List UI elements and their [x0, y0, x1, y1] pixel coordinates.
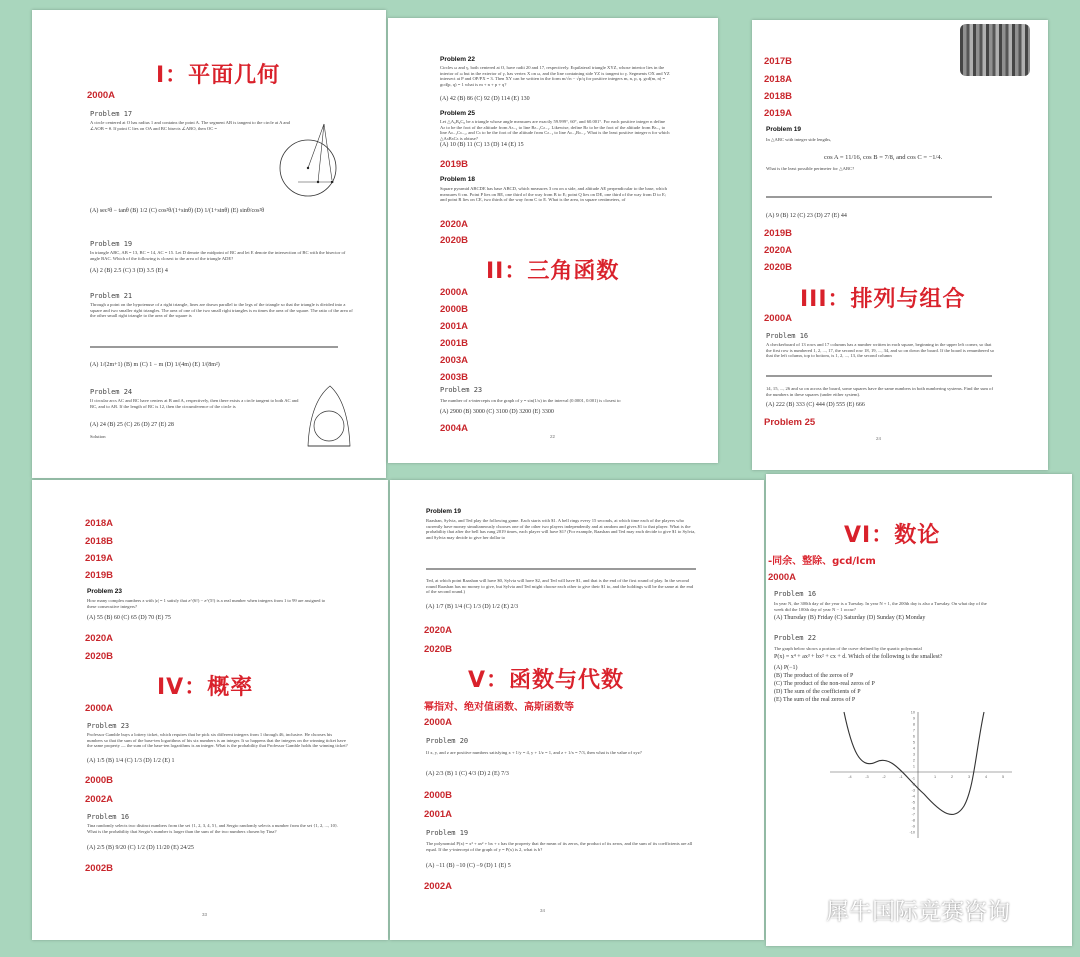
- problem-text: The graph below shows a portion of the curve defined by the quartic polynomial: [774, 646, 922, 651]
- watermark-text: 犀牛国际竞赛咨询: [826, 899, 1010, 925]
- y-tick-label: -9: [911, 824, 915, 829]
- year-label: 2018A: [85, 518, 113, 529]
- blurred-avatar: [960, 24, 1030, 76]
- wechat-icon: [784, 892, 820, 922]
- x-tick-label: -3: [865, 775, 869, 779]
- solution-label: Solution: [90, 434, 106, 439]
- problem-label: Problem 23: [440, 386, 483, 394]
- problem-label: Problem 23: [87, 722, 130, 730]
- choice-e: (E) The sum of the real zeros of P: [774, 697, 856, 703]
- year-label: 2020A: [440, 219, 468, 230]
- y-tick-label: -10: [909, 830, 915, 835]
- quartic-graph: [826, 710, 1016, 840]
- y-tick-label: -5: [911, 800, 915, 805]
- problem-label: Problem 25: [440, 110, 476, 117]
- year-label: 2000A: [764, 313, 792, 324]
- year-label: 2003B: [440, 372, 468, 383]
- year-label: 2018B: [85, 536, 113, 547]
- x-tick-label: 4: [984, 775, 988, 779]
- year-label: 2001A: [440, 321, 468, 332]
- year-label: 2000B: [85, 775, 113, 786]
- answer-choices: (A) sec²θ − tanθ (B) 1/2 (C) cos²θ/(1+sinθ) (D) 1/(1+sinθ) (E) sinθ/cos²θ: [90, 208, 265, 214]
- page-number: 24: [876, 436, 882, 441]
- section-title-plane-geometry: I：平面几何: [156, 63, 281, 88]
- problem-label: Problem 16: [87, 813, 130, 821]
- y-tick-label: 10: [910, 710, 915, 715]
- problem-label: Problem 17: [90, 110, 133, 118]
- y-tick-label: -8: [911, 818, 915, 823]
- page-number: 33: [202, 912, 208, 917]
- problem-formula: cos A = 11/16, cos B = 7/8, and cos C = −1/4.: [824, 154, 943, 161]
- problem-text-continued: Ted, at which point Raashan will have $0, Sylvia will have $2, and Ted will have $1, and that is the end of the first round of play. In the second round Raashan has no money to give, but Sylvia and Ted might choose each other to give their $1 to, and the holdings will be the same at the end of the second round.): [426, 578, 694, 595]
- page-divider: [90, 346, 338, 348]
- answer-choices: (A) 1/5 (B) 1/4 (C) 1/3 (D) 1/2 (E) 1: [87, 758, 175, 764]
- y-tick-labels: [910, 711, 916, 835]
- y-tick-label: -7: [911, 812, 915, 817]
- x-tick-label: -4: [848, 775, 852, 779]
- year-label: 2002B: [85, 863, 113, 874]
- year-label: 2000A: [85, 703, 113, 714]
- answer-choices: (A) 2/5 (B) 9/20 (C) 1/2 (D) 11/20 (E) 24/25: [87, 845, 194, 851]
- problem-label: Problem 16: [766, 332, 809, 340]
- y-tick-label: 7: [912, 728, 915, 733]
- choice-d: (D) The sum of the coefficients of P: [774, 689, 861, 695]
- page-combinatorics: [752, 20, 1048, 470]
- problem-label: Problem 23: [87, 588, 123, 595]
- problem-text: If circular arcs AC and BC have centers at B and A, respectively, then there exists a circle tangent to both AC and BC, and to AB. If the length of BC is 12, then the circumference of the circle is: [90, 398, 299, 409]
- problem-label: Problem 18: [440, 176, 476, 183]
- section-title-combinatorics: III：排列与组合: [800, 287, 966, 312]
- page-functions-algebra: [390, 480, 764, 940]
- problem-text: Raashan, Sylvia, and Ted play the following game. Each starts with $1. A bell rings every 15 seconds, at which time each of the players who currently have money simultaneously chooses one of the other two players independently and at random and gives $1 to that player. What is the probability that after the bell has rung 2019 times, each player will have $1? (For example, Raashan and Ted may each decide to give $1 to Sylvia, and Sylvia may decide to give her dollar to: [426, 518, 696, 540]
- year-label: 2000A: [87, 90, 115, 101]
- year-label: 2000A: [440, 287, 468, 298]
- section-subtitle: 幂指对、绝对值函数、高斯函数等: [424, 702, 574, 713]
- answer-choices: (A) 2 (B) 2.5 (C) 3 (D) 3.5 (E) 4: [90, 268, 168, 274]
- x-tick-label: 3: [967, 775, 971, 779]
- y-tick-label: -3: [911, 788, 915, 793]
- page-trigonometry: [388, 18, 718, 463]
- year-label: 2002A: [85, 794, 113, 805]
- problem-label: Problem 21: [90, 292, 133, 300]
- problem-text: The number of x-intercepts on the graph of y = sin(1/x) in the interval (0.0001, 0.001) is closest to: [440, 398, 621, 403]
- problem-label: Problem 24: [90, 388, 133, 396]
- problem-text: If x, y, and z are positive numbers satisfying x + 1/y = 4, y + 1/z = 1, and z + 1/x = 7/3, then what is the value of xyz?: [426, 750, 642, 755]
- x-tick-label: 5: [1001, 775, 1005, 779]
- year-label: 2020A: [424, 625, 452, 636]
- problem-text: Through a point on the hypotenuse of a right triangle, lines are drawn parallel to the legs of the triangle so that the triangle is divided into a square and two smaller right triangles. The area of one of the two small right triangles is m times the area of the square. The ratio of the area of the other small right triangle to the area of the square is: [90, 302, 353, 319]
- x-tick-labels: [848, 775, 1004, 779]
- problem-text: How many complex numbers z with |z| = 1 satisfy that z^(6!) − z^(5!) is a real number when integers from 1 to 99 are assigned to these consecutive integers?: [87, 598, 326, 609]
- year-label: 2018A: [764, 74, 792, 85]
- answer-choices: (A) 1/(2m+1) (B) m (C) 1 − m (D) 1/(4m) (E) 1/(8m²): [90, 362, 220, 368]
- y-tick-label: -6: [911, 806, 915, 811]
- year-label: 2020A: [85, 633, 113, 644]
- answer-choices: (A) Thursday (B) Friday (C) Saturday (D) Sunday (E) Monday: [774, 615, 926, 621]
- problem-label: Problem 16: [774, 590, 817, 598]
- year-label: 2001B: [440, 338, 468, 349]
- y-tick-label: 2: [912, 758, 915, 763]
- year-label: 2019B: [85, 570, 113, 581]
- problem-text: In year N, the 300th day of the year is a Tuesday. In year N + 1, the 200th day is also a Tuesday. On what day of the week did the 100th day of year N − 1 occur?: [774, 601, 987, 612]
- page-probability: [32, 480, 388, 940]
- problem-label: Problem 22: [774, 634, 817, 642]
- section-title-number-theory: VI：数论: [844, 523, 941, 548]
- year-label: 2020B: [440, 235, 468, 246]
- y-tick-label: 5: [912, 740, 915, 745]
- year-label: 2000B: [424, 790, 452, 801]
- problem-text: The polynomial P(x) = x³ + ax² + bx + c has the property that the mean of its zeros, the product of its zeros, and the sum of its coefficients are all equal. If the y-intercept of the graph of y = P(x) is 2, what is b?: [426, 841, 693, 852]
- page-divider: [766, 196, 992, 198]
- circle-tangent-figure: [276, 120, 346, 200]
- problem-label: Problem 19: [426, 829, 469, 837]
- problem-label: Problem 19: [426, 508, 462, 515]
- quartic-curve: [844, 712, 984, 815]
- page-plane-geometry: [32, 10, 386, 478]
- page-number: 34: [540, 908, 546, 913]
- problem-formula: P(x) = x⁴ + ax³ + bx² + cx + d. Which of the following is the smallest?: [774, 654, 943, 660]
- problem-text: In triangle ABC, AB = 13, BC = 14, AC = 15. Let D denote the midpoint of BC and let E denote the intersection of BC with the bisector of angle BAC. Which of the following is closest to the area of the triangle ADE?: [90, 250, 346, 261]
- problem-text: Square pyramid ABCDE has base ABCD, which measures 3 cm on a side, and altitude AE perpendicular to the base, which measures 6 cm. Point P lies on BE, one third of the way from B to E; point Q lies on DE, one third of the way from D to E; and point R lies on CE, two thirds of the way from C to E. What is the area, in square centimeters, of: [440, 186, 667, 203]
- problem-text: A circle centered at O has radius 1 and contains the point A. The segment AB is tangent to the circle at A and ∠AOB = θ. If point C lies on OA and BC bisects ∠ABO, then OC =: [90, 120, 290, 131]
- year-label: 2019B: [440, 159, 468, 170]
- x-tick-label: 2: [950, 775, 954, 779]
- answer-choices: (A) 222 (B) 333 (C) 444 (D) 555 (E) 666: [766, 402, 865, 408]
- year-label: 2019A: [764, 108, 792, 119]
- problem-label: Problem 22: [440, 56, 476, 63]
- problem-text: Circles ω and γ, both centered at O, have radii 20 and 17, respectively. Equilateral triangle XYZ, whose interior lies in the interior of ω but in the exterior of γ, has vertex X on ω, and the line containing side YZ is tangent to γ. Segments OX and YZ intersect at P and OP/PX = 3. Then XY can be written in the form m/√n − √p/q for positive integers m, n, p, q. gcd(m, n) = gcd(p, q) = 1 what is m + n + p + q?: [440, 65, 670, 87]
- year-label: 2020B: [764, 262, 792, 273]
- choice-c: (C) The product of the non-real zeros of P: [774, 681, 875, 687]
- page-divider: [426, 568, 696, 570]
- answer-choices: (A) 9 (B) 12 (C) 23 (D) 27 (E) 44: [766, 213, 847, 219]
- problem-text: Tina randomly selects two distinct numbers from the set {1, 2, 3, 4, 5}, and Sergio randomly selects a number from the set {1, 2, ..., 10}. What is the probability that Sergio's number is larger than the sum of the two numbers chosen by Tina?: [87, 823, 339, 834]
- y-tick-label: 1: [912, 764, 915, 769]
- year-label: 2020A: [764, 245, 792, 256]
- tangent-circle-figure: [304, 382, 354, 450]
- choice-a: (A) P(−1): [774, 665, 798, 671]
- answer-choices: (A) 10 (B) 11 (C) 13 (D) 14 (E) 15: [440, 142, 524, 148]
- problem-text: Professor Gamble buys a lottery ticket, which requires that he pick six different integers from 1 through 46, inclusive. He chooses his numbers so that the sum of the base-ten logarithms of his six numbers is an integer. It so happens that the integers on the winning ticket have the same property — the sum of the base-ten logarithms is an integer. What is the probability that Professor Gamble holds the winning ticket?: [87, 732, 348, 749]
- y-tick-label: 4: [912, 746, 915, 751]
- page-number: 22: [550, 434, 556, 439]
- problem-question: What is the least possible perimeter for △ABC?: [766, 166, 855, 171]
- answer-choices: (A) 1/7 (B) 1/4 (C) 1/3 (D) 1/2 (E) 2/3: [426, 604, 519, 610]
- x-tick-label: -1: [899, 775, 903, 779]
- y-tick-label: 8: [912, 722, 915, 727]
- problem-label: Problem 19: [766, 126, 802, 133]
- answer-choices: (A) 42 (B) 86 (C) 92 (D) 114 (E) 130: [440, 96, 530, 102]
- next-problem-label: Problem 25: [764, 417, 816, 428]
- x-tick-label: -2: [882, 775, 886, 779]
- choice-b: (B) The product of the zeros of P: [774, 673, 854, 679]
- answer-choices: (A) 2900 (B) 3000 (C) 3100 (D) 3200 (E) 3300: [440, 409, 554, 415]
- answer-choices: (A) 24 (B) 25 (C) 26 (D) 27 (E) 28: [90, 422, 174, 428]
- year-label: 2019A: [85, 553, 113, 564]
- year-label: 2003A: [440, 355, 468, 366]
- answer-choices: (A) 2/3 (B) 1 (C) 4/3 (D) 2 (E) 7/3: [426, 771, 509, 777]
- y-tick-label: 6: [912, 734, 915, 739]
- section-title-probability: IV：概率: [157, 675, 254, 700]
- x-tick-label: 1: [933, 775, 937, 779]
- section-title-trigonometry: II：三角函数: [486, 259, 620, 284]
- year-label: 2004A: [440, 423, 468, 434]
- year-label: 2019B: [764, 228, 792, 239]
- y-tick-label: 3: [912, 752, 915, 757]
- year-label: 2020B: [85, 651, 113, 662]
- answer-choices: (A) 55 (B) 60 (C) 65 (D) 70 (E) 75: [87, 615, 171, 621]
- problem-label: Problem 19: [90, 240, 133, 248]
- problem-text: A checkerboard of 13 rows and 17 columns has a number written in each square, beginning in the upper left corner, so that the first row is numbered 1, 2, ..., 17, the second row 18, 19, ..., 34, and so on down the board. If the board is renumbered so that the left column, top to bottom, is 1, 2, ..., 13, the second column: [766, 342, 995, 359]
- page-divider: [766, 375, 992, 377]
- year-label: 2018B: [764, 91, 792, 102]
- problem-label: Problem 20: [426, 737, 469, 745]
- y-tick-label: -4: [911, 794, 915, 799]
- year-label: 2020B: [424, 644, 452, 655]
- y-tick-label: -2: [911, 782, 915, 787]
- section-subtitle: -同余、整除、gcd/lcm: [768, 556, 876, 567]
- year-label: 2017B: [764, 56, 792, 67]
- year-label: 2002A: [424, 881, 452, 892]
- year-label: 2000B: [440, 304, 468, 315]
- problem-text: Let △A₀B₀C₀ be a triangle whose angle measures are exactly 59.999°, 60°, and 60.001°. For each positive integer n define Aₙ to be the foot of the altitude from Aₙ₋₁ to line Bₙ₋₁Cₙ₋₁. Likewise, define Bₙ to be the foot of the altitude from Bₙ₋₁ to line Aₙ₋₁Cₙ₋₁, and Cₙ to be the foot of the altitude from Cₙ₋₁ to line Aₙ₋₁Bₙ₋₁. What is the least positive integer n for which △AₙBₙCₙ is obtuse?: [440, 119, 670, 141]
- page-number-theory: [766, 474, 1072, 946]
- y-tick-label: -1: [911, 776, 915, 781]
- problem-continuation: 14, 15, ..., 26 and so on across the board, some squares have the same numbers in both numbering systems. Find the sum of the numbers in these squares (under either system).: [766, 386, 993, 397]
- year-label: 2000A: [768, 572, 796, 583]
- y-tick-label: 9: [912, 716, 915, 721]
- year-label: 2001A: [424, 809, 452, 820]
- year-label: 2000A: [424, 717, 452, 728]
- problem-text: In △ABC with integer side lengths,: [766, 137, 832, 142]
- section-title-functions-algebra: V：函数与代数: [468, 668, 625, 693]
- answer-choices: (A) −11 (B) −10 (C) −9 (D) 1 (E) 5: [426, 863, 511, 869]
